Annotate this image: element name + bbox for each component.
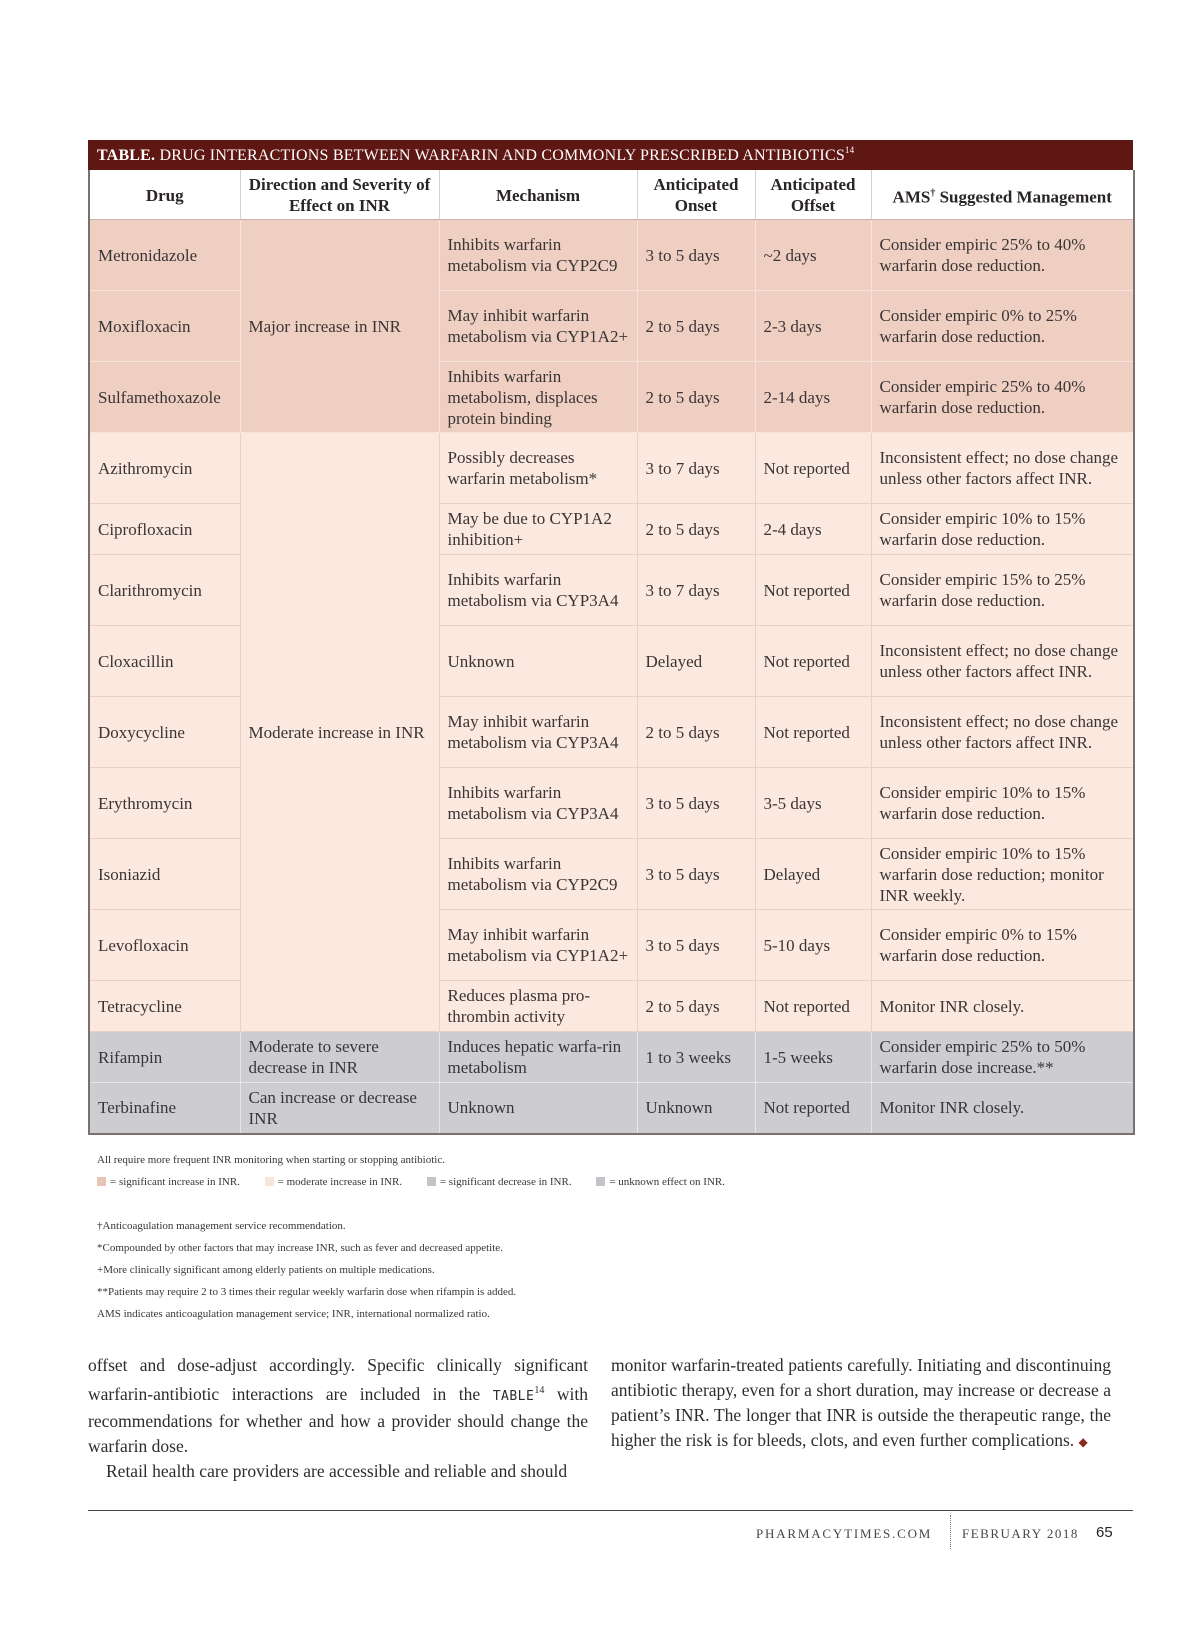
- cell-mechanism: Inhibits warfarin metabolism via CYP3A4: [439, 555, 637, 626]
- cell-mechanism: Unknown: [439, 626, 637, 697]
- legend-item-significant-increase: [97, 1176, 240, 1188]
- cell-management: Inconsistent effect; no dose change unless other factors affect INR.: [871, 697, 1134, 768]
- cell-severity-major: Major increase in INR: [240, 220, 439, 433]
- cell-drug: Tetracycline: [89, 981, 240, 1032]
- cell-mechanism: Unknown: [439, 1083, 637, 1134]
- cell-drug: Terbinafine: [89, 1083, 240, 1134]
- header-mechanism: Mechanism: [439, 171, 637, 220]
- cell-management: Consider empiric 25% to 40% warfarin dose reduction.: [871, 220, 1134, 291]
- legend-swatch: [265, 1177, 274, 1186]
- cell-onset: Unknown: [637, 1083, 755, 1134]
- table-row: [89, 1083, 1134, 1134]
- cell-onset: 1 to 3 weeks: [637, 1032, 755, 1083]
- cell-severity: Moderate to severe decrease in INR: [240, 1032, 439, 1083]
- cell-management: Consider empiric 25% to 50% warfarin dose increase.**: [871, 1032, 1134, 1083]
- body-text: monitor warfarin-treated patients carefully. Initiating and discontinuing antibiotic therapy, even for a short duration, may increase or decrease a patient’s INR. The longer that INR is outside the therapeutic range, the higher the risk is for bleeds, clots, and even further complications.: [611, 1355, 1111, 1450]
- footer-site: PHARMACYTIMES.COM: [756, 1526, 933, 1541]
- cell-onset: 3 to 7 days: [637, 555, 755, 626]
- footnote-plus: +More clinically significant among elderly patients on multiple medications.: [97, 1264, 435, 1276]
- footer-separator: [950, 1515, 951, 1549]
- cell-mechanism: May inhibit warfarin metabolism via CYP3A4: [439, 697, 637, 768]
- legend-label: = unknown effect on INR.: [609, 1176, 725, 1188]
- table-header-row: [89, 171, 1134, 220]
- cell-drug: Azithromycin: [89, 433, 240, 504]
- header-management-mark: †: [930, 187, 936, 199]
- legend-swatch: [97, 1177, 106, 1186]
- cell-drug: Levofloxacin: [89, 910, 240, 981]
- cell-offset: 2-14 days: [755, 362, 871, 433]
- cell-offset: Not reported: [755, 981, 871, 1032]
- footnote-dagger: †Anticoagulation management service recommendation.: [97, 1220, 346, 1232]
- table-row: [89, 433, 1134, 504]
- legend-swatch: [427, 1177, 436, 1186]
- cell-management: Monitor INR closely.: [871, 981, 1134, 1032]
- cell-onset: 2 to 5 days: [637, 291, 755, 362]
- table-row: [89, 1032, 1134, 1083]
- cell-mechanism: Possibly decreases warfarin metabolism*: [439, 433, 637, 504]
- cell-drug: Rifampin: [89, 1032, 240, 1083]
- body-column-right: [611, 1353, 1111, 1455]
- cell-mechanism: Reduces plasma pro-thrombin activity: [439, 981, 637, 1032]
- legend-label: = significant increase in INR.: [110, 1176, 240, 1188]
- cell-offset: Not reported: [755, 697, 871, 768]
- table-caption-label: TABLE.: [97, 147, 156, 164]
- cell-mechanism: Inhibits warfarin metabolism via CYP2C9: [439, 220, 637, 291]
- cell-onset: 2 to 5 days: [637, 697, 755, 768]
- cell-severity-moderate: Moderate increase in INR: [240, 433, 439, 1032]
- cell-severity: Can increase or decrease INR: [240, 1083, 439, 1134]
- cell-management: Monitor INR closely.: [871, 1083, 1134, 1134]
- cell-drug: Ciprofloxacin: [89, 504, 240, 555]
- cell-drug: Isoniazid: [89, 839, 240, 910]
- header-management-prefix: AMS: [892, 187, 931, 207]
- header-drug: Drug: [89, 171, 240, 220]
- footnote-double-asterisk: **Patients may require 2 to 3 times their regular weekly warfarin dose when rifampin is added.: [97, 1286, 517, 1298]
- cell-offset: 3-5 days: [755, 768, 871, 839]
- legend-label: = significant decrease in INR.: [439, 1176, 572, 1188]
- cell-onset: 3 to 5 days: [637, 220, 755, 291]
- header-offset: Anticipated Offset: [755, 171, 871, 220]
- cell-offset: 2-3 days: [755, 291, 871, 362]
- cell-offset: Not reported: [755, 626, 871, 697]
- cell-offset: ~2 days: [755, 220, 871, 291]
- cell-management: Consider empiric 10% to 15% warfarin dose reduction.: [871, 504, 1134, 555]
- table-caption: [88, 140, 1133, 170]
- cell-offset: Not reported: [755, 1083, 871, 1134]
- monitoring-note: All require more frequent INR monitoring when starting or stopping antibiotic.: [97, 1154, 445, 1166]
- body-column-left: [88, 1353, 588, 1484]
- table-reference-link[interactable]: TABLE: [492, 1388, 535, 1404]
- cell-onset: 2 to 5 days: [637, 504, 755, 555]
- cell-offset: 5-10 days: [755, 910, 871, 981]
- cell-offset: 1-5 weeks: [755, 1032, 871, 1083]
- footer-date: FEBRUARY 2018: [962, 1526, 1079, 1541]
- cell-mechanism: Inhibits warfarin metabolism via CYP2C9: [439, 839, 637, 910]
- cell-onset: 3 to 5 days: [637, 768, 755, 839]
- cell-mechanism: May be due to CYP1A2 inhibition+: [439, 504, 637, 555]
- footer-divider: [88, 1510, 1133, 1511]
- cell-management: Inconsistent effect; no dose change unless other factors affect INR.: [871, 433, 1134, 504]
- body-text: with recommendations for whether and how a provider should change the warfarin dose.: [88, 1383, 588, 1456]
- interaction-table: [88, 170, 1135, 1135]
- cell-drug: Sulfamethoxazole: [89, 362, 240, 433]
- legend-label: = moderate increase in INR.: [277, 1176, 403, 1188]
- cell-drug: Doxycycline: [89, 697, 240, 768]
- cell-offset: 2-4 days: [755, 504, 871, 555]
- cell-drug: Metronidazole: [89, 220, 240, 291]
- cell-management: Consider empiric 25% to 40% warfarin dose reduction.: [871, 362, 1134, 433]
- cell-drug: Erythromycin: [89, 768, 240, 839]
- legend-item-moderate-increase: [265, 1176, 402, 1188]
- cell-drug: Clarithromycin: [89, 555, 240, 626]
- table-caption-text: DRUG INTERACTIONS BETWEEN WARFARIN AND COMMONLY PRESCRIBED ANTIBIOTICS: [159, 147, 845, 164]
- cell-offset: Not reported: [755, 433, 871, 504]
- legend-item-significant-decrease: [427, 1176, 572, 1188]
- end-mark-icon: ◆: [1078, 1435, 1088, 1449]
- citation-ref: 14: [534, 1385, 545, 1396]
- table-caption-ref: 14: [844, 144, 855, 155]
- table-row: [89, 220, 1134, 291]
- cell-management: Consider empiric 10% to 15% warfarin dose reduction.: [871, 768, 1134, 839]
- cell-onset: 2 to 5 days: [637, 362, 755, 433]
- cell-management: Consider empiric 10% to 15% warfarin dose reduction; monitor INR weekly.: [871, 839, 1134, 910]
- header-onset: Anticipated Onset: [637, 171, 755, 220]
- body-paragraph: [88, 1353, 588, 1459]
- legend: [97, 1176, 747, 1188]
- cell-mechanism: Induces hepatic warfa-rin metabolism: [439, 1032, 637, 1083]
- body-paragraph: Retail health care providers are accessible and reliable and should: [106, 1460, 568, 1481]
- cell-management: Consider empiric 15% to 25% warfarin dose reduction.: [871, 555, 1134, 626]
- cell-drug: Cloxacillin: [89, 626, 240, 697]
- cell-mechanism: May inhibit warfarin metabolism via CYP1A2+: [439, 291, 637, 362]
- cell-management: Inconsistent effect; no dose change unless other factors affect INR.: [871, 626, 1134, 697]
- cell-mechanism: Inhibits warfarin metabolism via CYP3A4: [439, 768, 637, 839]
- legend-swatch: [596, 1177, 605, 1186]
- legend-item-unknown-effect: [596, 1176, 725, 1188]
- cell-onset: 3 to 5 days: [637, 910, 755, 981]
- cell-offset: Delayed: [755, 839, 871, 910]
- cell-onset: Delayed: [637, 626, 755, 697]
- header-severity: Direction and Severity of Effect on INR: [240, 171, 439, 220]
- header-management-suffix: Suggested Management: [935, 187, 1112, 207]
- cell-mechanism: May inhibit warfarin metabolism via CYP1A2+: [439, 910, 637, 981]
- body-text: offset and dose-adjust accordingly. Specific clinically significant warfarin-antibiotic interactions are included in the: [88, 1355, 588, 1404]
- footnote-asterisk: *Compounded by other factors that may increase INR, such as fever and decreased appetite.: [97, 1242, 503, 1254]
- cell-management: Consider empiric 0% to 15% warfarin dose reduction.: [871, 910, 1134, 981]
- cell-onset: 3 to 5 days: [637, 839, 755, 910]
- cell-offset: Not reported: [755, 555, 871, 626]
- page-number: 65: [1096, 1524, 1113, 1541]
- cell-onset: 3 to 7 days: [637, 433, 755, 504]
- cell-drug: Moxifloxacin: [89, 291, 240, 362]
- interaction-table-block: [88, 140, 1133, 1135]
- cell-onset: 2 to 5 days: [637, 981, 755, 1032]
- cell-mechanism: Inhibits warfarin metabolism, displaces protein binding: [439, 362, 637, 433]
- cell-management: Consider empiric 0% to 25% warfarin dose reduction.: [871, 291, 1134, 362]
- body-paragraph: [611, 1353, 1111, 1455]
- footnote-abbreviations: AMS indicates anticoagulation management service; INR, international normalized ratio.: [97, 1308, 490, 1320]
- header-management: [871, 171, 1134, 220]
